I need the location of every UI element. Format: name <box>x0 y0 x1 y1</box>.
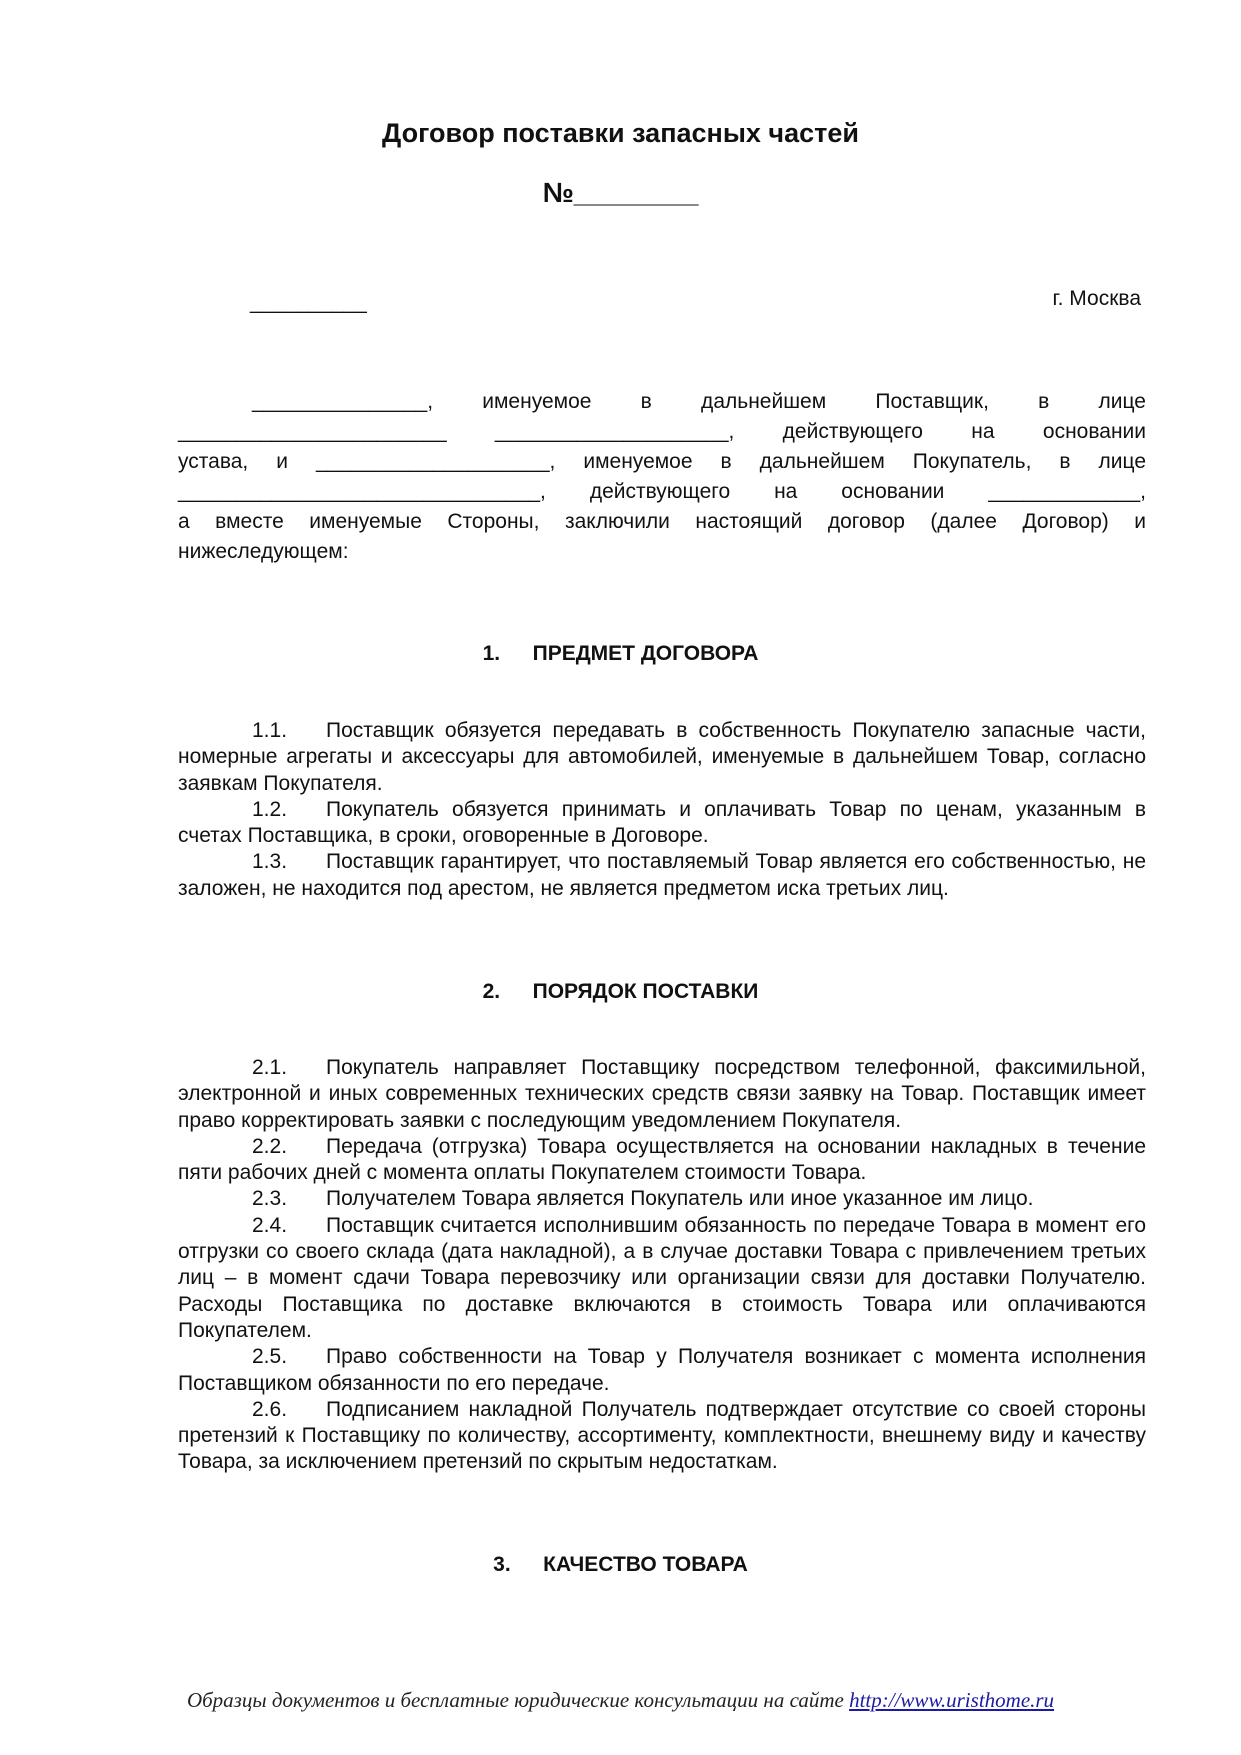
clause <box>178 1397 1146 1476</box>
preamble-line: устава, и ____________________, именуемое в дальнейшем Покупатель, в лице <box>178 450 1146 473</box>
clause-number: 2.3. <box>252 1187 288 1211</box>
section-title: ПРЕДМЕТ ДОГОВОРА <box>532 642 759 665</box>
preamble-line: _______________, именуемое в дальнейшем Поставщик, в лице <box>252 390 1146 413</box>
clause <box>178 1055 1146 1134</box>
preamble-line: а вместе именуемые Стороны, заключили настоящий договор (далее Договор) и <box>178 510 1146 533</box>
clause-text: Поставщик гарантирует, что поставляемый Товар является его собственностью, не заложен, не находится под арестом, не является предметом иска третьих лиц. <box>178 850 1146 900</box>
clause-text: Поставщик обязуется передавать в собственность Покупателю запасные части, номерные агрегаты и аксессуары для автомобилей, именуемые в дальнейшем Товар, согласно заявкам Покупателя. <box>178 719 1146 795</box>
clause-number: 2.6. <box>252 1397 288 1421</box>
clause <box>178 1186 1146 1212</box>
section-clauses <box>178 718 1146 902</box>
preamble <box>178 387 1146 567</box>
clause <box>178 1213 1146 1344</box>
clause-text: Поставщик считается исполнившим обязанность по передаче Товара в момент его отгрузки со своего склада (дата накладной), а в случае доставки Товара с привлечением третьих лиц – в момент сдачи Товара перевозчику или организации связи для доставки Получателю. Расходы Поставщика по доставке включаются в стоимость Товара или оплачиваются Покупателем. <box>178 1213 1146 1342</box>
section-heading <box>0 1553 1241 1577</box>
clause-text: Передача (отгрузка) Товара осуществляется на основании накладных в течение пяти рабочих дней с момента оплаты Покупателем стоимости Товара. <box>178 1134 1146 1185</box>
preamble-line: _______________________ ____________________, действующего на основании <box>178 420 1146 443</box>
clause-number: 2.1. <box>252 1056 288 1079</box>
section-clauses <box>178 1055 1146 1476</box>
section-title: КАЧЕСТВО ТОВАРА <box>543 1553 748 1576</box>
section-number: 2. <box>482 980 501 1003</box>
section-heading <box>0 980 1241 1004</box>
clause <box>178 849 1146 902</box>
clause <box>178 1344 1146 1397</box>
clause-number: 1.2. <box>252 797 288 821</box>
document-title: Договор поставки запасных частей <box>382 118 859 148</box>
preamble-line: нижеследующем: <box>178 540 349 563</box>
clause-text: Право собственности на Товар у Получателя возникает с момента исполнения Поставщиком обязанности по его передаче. <box>178 1345 1146 1395</box>
footer-text: Образцы документов и бесплатные юридические консультации на сайте <box>186 1688 850 1712</box>
clause-number: 2.5. <box>252 1345 288 1369</box>
clause-text: Покупатель направляет Поставщику посредством телефонной, факсимильной, электронной и иных современных технических средств связи заявку на Товар. Поставщик имеет право корректировать заявки с последующим уведомлением Покупателя. <box>178 1056 1146 1132</box>
section-heading <box>0 642 1241 666</box>
document-number: №________ <box>542 177 699 208</box>
clause <box>178 718 1146 797</box>
section-title: ПОРЯДОК ПОСТАВКИ <box>532 980 759 1003</box>
date-blank: __________ <box>250 291 367 314</box>
clause-number: 1.1. <box>252 719 288 742</box>
clause-number: 2.4. <box>252 1213 288 1237</box>
footer-link[interactable]: http://www.uristhome.ru <box>849 1688 1055 1712</box>
footer <box>0 1688 1241 1713</box>
preamble-line: _______________________________, действующего на основании _____________, <box>178 480 1146 503</box>
clause-number: 2.2. <box>252 1134 288 1158</box>
clause <box>178 1134 1146 1187</box>
section-number: 3. <box>493 1553 511 1576</box>
clause-text: Подписанием накладной Получатель подтверждает отсутствие со своей стороны претензий к Поставщику по количеству, ассортименту, комплектности, внешнему виду и качеству Товара, за исключением претензий по скрытым недостаткам. <box>178 1397 1146 1474</box>
clause-text: Покупатель обязуется принимать и оплачивать Товар по ценам, указанным в счетах Поставщика, в сроки, оговоренные в Договоре. <box>178 797 1146 848</box>
clause-text: Получателем Товара является Покупатель или иное указанное им лицо. <box>326 1187 1034 1211</box>
clause <box>178 797 1146 850</box>
clause-number: 1.3. <box>252 850 288 874</box>
city: г. Москва <box>1052 287 1141 310</box>
section-number: 1. <box>482 642 501 665</box>
